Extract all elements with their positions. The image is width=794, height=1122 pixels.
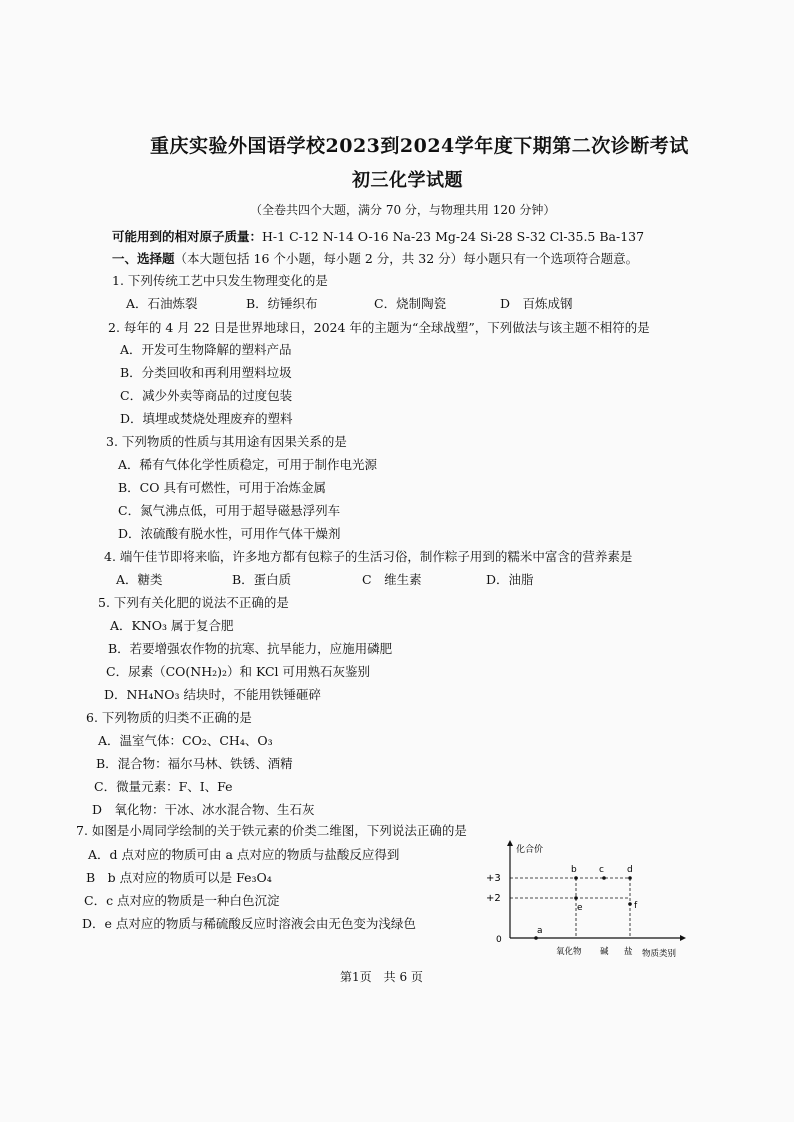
y-tick-label: +2 [486,893,501,904]
option: A．石油炼裂 [126,296,198,311]
x-category-label: 盐 [624,947,633,957]
point-label: f [634,901,638,911]
y-tick-label: 0 [496,935,502,945]
exam-note: （全卷共四个大题，满分 70 分，与物理共用 120 分钟） [250,203,556,217]
option: A．d 点对应的物质可由 a 点对应的物质与盐酸反应得到 [88,847,400,862]
option: B．纺锤织布 [246,296,318,311]
point-b [574,876,578,880]
x-category-label: 氧化物 [556,947,582,957]
option: D．浓硫酸有脱水性，可用作气体干燥剂 [118,526,341,541]
question-stem: 7. 如图是小周同学绘制的关于铁元素的价类二维图，下列说法正确的是 [76,823,467,838]
option: B b 点对应的物质可以是 Fe₃O₄ [86,870,272,885]
option: A．开发可生物降解的塑料产品 [120,342,292,357]
option: D．e 点对应的物质与稀硫酸反应时溶液会由无色变为浅绿色 [82,916,416,931]
option: A．KNO₃ 属于复合肥 [110,618,234,633]
section-title: 一、选择题 [112,251,175,266]
option: D．NH₄NO₃ 结块时，不能用铁锤砸碎 [104,687,322,702]
question-stem: 5. 下列有关化肥的说法不正确的是 [98,595,289,610]
option: C．微量元素：F、I、Fe [94,779,233,794]
question-stem: 1. 下列传统工艺中只发生物理变化的是 [112,273,328,288]
x-axis-label: 物质类别 [642,949,677,959]
option: B．分类回收和再利用塑料垃圾 [120,365,292,380]
point-c [602,876,606,880]
option: D．油脂 [486,572,534,587]
point-label: d [627,865,633,875]
point-e [574,896,578,900]
iron-valence-diagram [480,838,690,962]
atomic-masses-label: 可能用到的相对原子质量： [112,229,263,244]
question-stem: 6. 下列物质的归类不正确的是 [86,710,252,725]
option: A．温室气体：CO₂、CH₄、O₃ [98,733,273,748]
x-category-label: 碱 [600,947,609,957]
option: D．填埋或焚烧处理废弃的塑料 [120,411,293,426]
option: B．CO 具有可燃性，可用于冶炼金属 [118,480,326,495]
section-desc: （本大题包括 16 个小题，每小题 2 分，共 32 分）每小题只有一个选项符合题意。 [174,251,639,266]
y-axis-arrow [507,840,513,846]
point-f [628,902,632,906]
option: C 维生素 [362,572,422,587]
option: D 百炼成钢 [500,296,573,311]
exam-subtitle: 初三化学试题 [352,170,463,191]
option: A．糖类 [116,572,163,587]
point-a [534,936,538,940]
option: D 氧化物：干冰、冰水混合物、生石灰 [92,802,315,817]
option: C．氮气沸点低，可用于超导磁悬浮列车 [118,503,341,518]
option: C．尿素（CO(NH₂)₂）和 KCl 可用熟石灰鉴别 [106,664,371,679]
page-footer: 第1页 共 6 页 [340,970,423,984]
option: C．烧制陶瓷 [374,296,447,311]
option: B．若要增强农作物的抗寒、抗旱能力，应施用磷肥 [108,641,393,656]
y-axis-label: 化合价 [516,845,544,855]
y-tick-label: +3 [486,873,501,884]
option: B．蛋白质 [232,572,292,587]
option: C．减少外卖等商品的过度包装 [120,388,293,403]
exam-title: 重庆实验外国语学校2023到2024学年度下期第二次诊断考试 [150,135,689,157]
question-stem: 4. 端午佳节即将来临，许多地方都有包粽子的生活习俗，制作粽子用到的糯米中富含的营养素是 [104,549,633,564]
question-stem: 2. 每年的 4 月 22 日是世界地球日，2024 年的主题为“全球战塑”，下列做法与该主题不相符的是 [108,320,650,335]
point-label: c [599,865,604,875]
point-label: e [577,903,583,913]
x-axis-arrow [680,935,686,941]
point-d [628,876,632,880]
option: A．稀有气体化学性质稳定，可用于制作电光源 [118,457,378,472]
point-label: b [571,865,577,875]
atomic-masses-values: H-1 C-12 N-14 O-16 Na-23 Mg-24 Si-28 S-32 Cl-35.5 Ba-137 [262,229,645,244]
point-label: a [537,926,543,936]
option: C．c 点对应的物质是一种白色沉淀 [84,893,280,908]
section-heading [112,249,638,267]
option: B．混合物：福尔马林、铁锈、酒精 [96,756,293,771]
question-stem: 3. 下列物质的性质与其用途有因果关系的是 [106,434,347,449]
atomic-masses [112,227,644,245]
